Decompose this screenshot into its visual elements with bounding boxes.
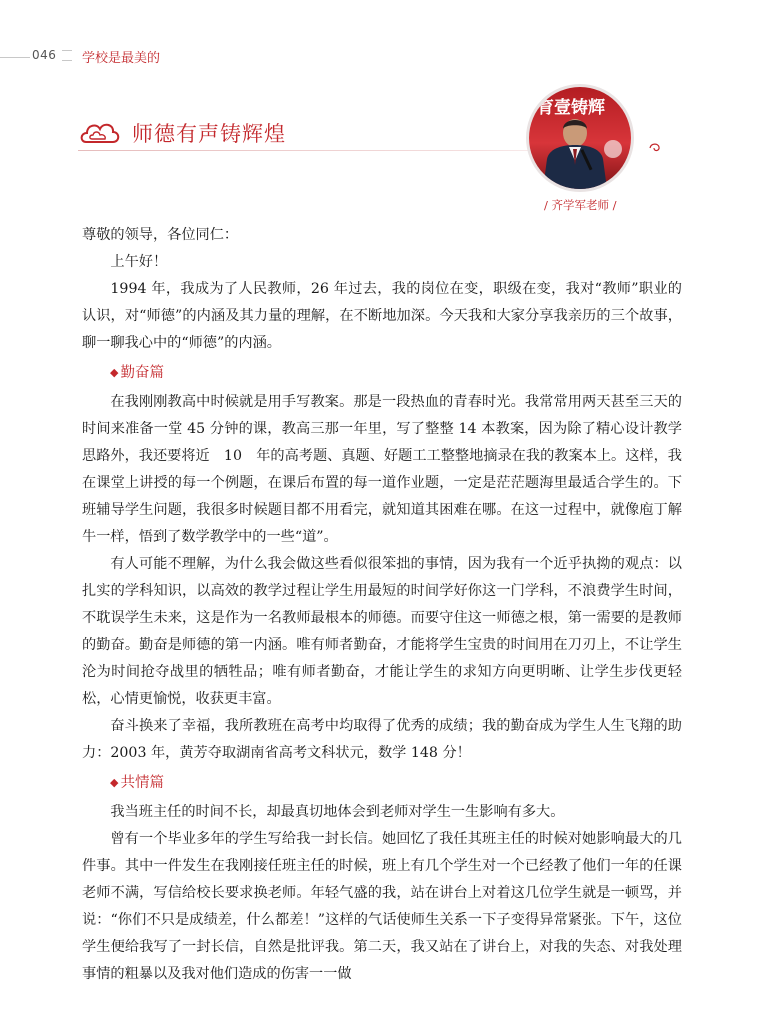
header-rule — [0, 57, 30, 58]
section-heading-text: 勤奋篇 — [120, 365, 164, 381]
author-portrait-image — [529, 87, 631, 189]
body-paragraph: 在我刚刚教高中时候就是用手写教案。那是一段热血的青春时光。我常常用两天甚至三天的时间来准备一堂 45 分钟的课，教高三那一年里，写了整整 14 本教案，因为除了精心设计教学思路外，我还要将近 10 年的高考题、真题、好题工工整整地摘录在我的教案本上。这样，我在课堂上讲授的每一个例题，在课后布置的每一道作业题，一定是茫茫题海里最适合学生的。下班辅导学生问题，我很多时候题目都不用看完，就知道其困难在哪。在这一过程中，就像庖丁解牛一样，悟到了数学教学中的一些“道”。 — [82, 394, 682, 545]
body-paragraph: 有人可能不理解，为什么我会做这些看似很笨拙的事情，因为我有一个近乎执拗的观点：以扎实的学科知识，以高效的教学过程让学生用最短的时间学好你这一门学科，不浪费学生时间，不耽误学生未来，这是作为一名教师最根本的师德。而要守住这一师德之根，第一需要的是教师的勤奋。勤奋是师德的第一内涵。唯有师者勤奋，才能将学生宝贵的时间用在刀刃上，不让学生沦为时间抢夺战里的牺牲品；唯有师者勤奋，才能让学生的求知方向更明晰、让学生步伐更轻松，心情更愉悦，收获更丰富。 — [82, 556, 682, 707]
article-body — [82, 222, 682, 988]
body-paragraph: 我当班主任的时间不长，却最真切地体会到老师对学生一生影响有多大。 — [110, 804, 565, 820]
author-photo — [526, 84, 634, 192]
greeting: 上午好！ — [110, 254, 168, 270]
book-title: 学校是最美的 — [82, 51, 161, 66]
salutation: 尊敬的领导，各位同仁： — [82, 227, 239, 243]
photo-banner-text: 育壹铸辉 — [537, 98, 605, 118]
body-paragraph: 奋斗换来了幸福，我所教班在高考中均取得了优秀的成绩；我的勤奋成为学生人生飞翔的助力：2003 年，黄芳夺取湖南省高考文科状元，数学 148 分！ — [82, 718, 682, 761]
author-caption: / 齐学军老师 / — [544, 198, 617, 212]
section-heading — [110, 769, 682, 797]
page-number: 046 — [32, 48, 57, 62]
intro-paragraph: 1994 年，我成为了人民教师，26 年过去，我的岗位在变，职级在变，我对“教师”职业的认识，对“师德”的内涵及其力量的理解，在不断地加深。今天我和大家分享我亲历的三个故事，聊一聊我心中的“师德”的内涵。 — [82, 281, 682, 351]
cloud-icon — [78, 118, 122, 148]
diamond-icon: ◆ — [110, 366, 119, 379]
body-paragraph: 曾有一个毕业多年的学生写给我一封长信。她回忆了我任其班主任的时候对她影响最大的几件事。其中一件发生在我刚接任班主任的时候，班上有几个学生对一个已经教了他们一年的任课老师不满，写信给校长要求换老师。年轻气盛的我，站在讲台上对着这几位学生就是一顿骂，并说：“你们不只是成绩差，什么都差！”这样的气话使师生关系一下子变得异常紧张。下午，这位学生便给我写了一封长信，自然是批评我。第二天，我又站在了讲台上，对我的失态、对我处理事情的粗暴以及我对他们造成的伤害一一做 — [82, 831, 682, 982]
section-heading — [110, 359, 682, 387]
diamond-icon: ◆ — [110, 776, 119, 789]
running-header — [0, 44, 768, 68]
swirl-icon — [648, 140, 662, 154]
article-title: 师德有声铸辉煌 — [132, 122, 286, 146]
section-heading-text: 共情篇 — [120, 775, 164, 791]
header-separator — [62, 50, 72, 61]
